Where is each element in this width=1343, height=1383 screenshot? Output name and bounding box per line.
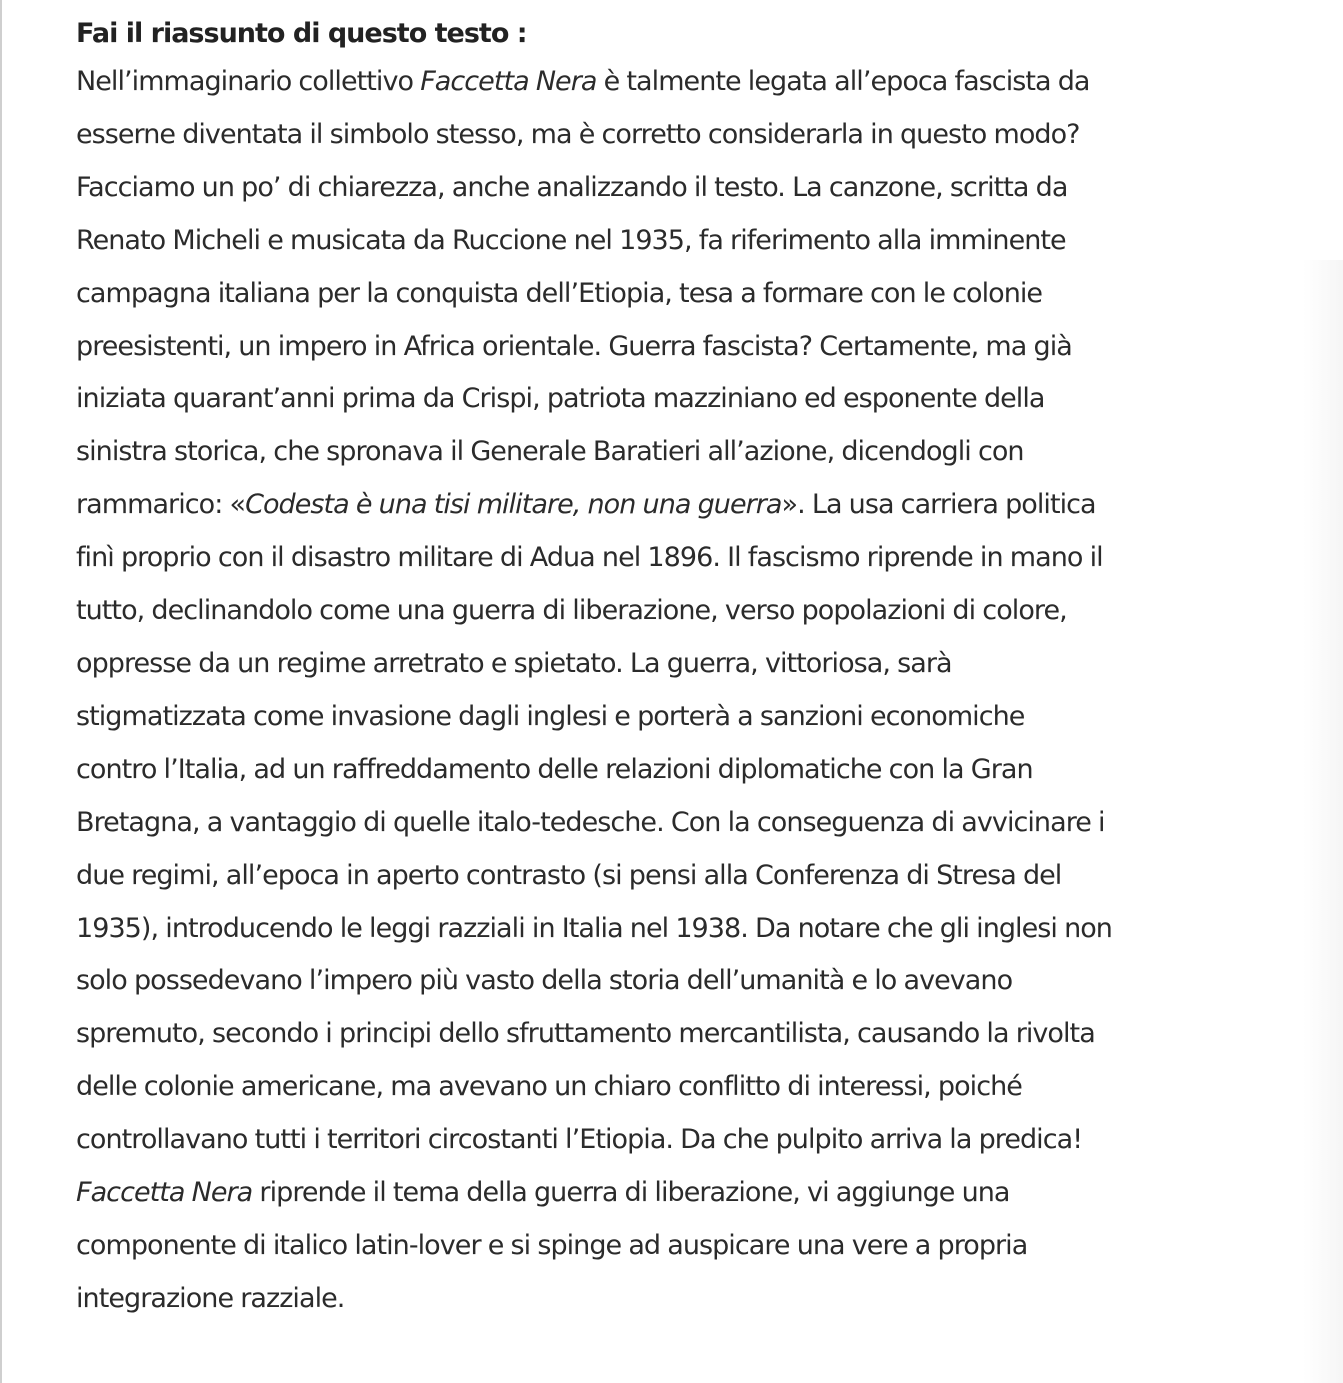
text-segment: 1935), introducendo le leggi razziali in Italia nel 1938. Da notare che gli inglesi non [76,912,1112,944]
text-segment: finì proprio con il disastro militare di Adua nel 1896. Il fascismo riprende in mano il [76,542,1103,574]
text-line [76,1167,1326,1220]
text-line [76,903,1326,956]
text-line [76,1273,1326,1326]
text-segment: integrazione razziale. [76,1282,345,1314]
text-line [76,321,1326,374]
left-border [0,0,2,1383]
text-line [76,56,1326,109]
text-line [76,268,1326,321]
text-segment: delle colonie americane, ma avevano un chiaro conflitto di interessi, poiché [76,1071,1022,1103]
text-segment: preesistenti, un impero in Africa orientale. Guerra fascista? Certamente, ma già [76,330,1072,362]
italic-text-segment: Faccetta Nera [76,1177,253,1209]
text-line [76,479,1326,532]
text-segment: è talmente legata all’epoca fascista da [596,66,1090,97]
text-segment: esserne diventata il simbolo stesso, ma è corretto considerarla in questo modo? [76,118,1080,150]
text-line [76,585,1326,638]
text-segment: Facciamo un po’ di chiarezza, anche analizzando il testo. La canzone, scritta da [76,171,1068,203]
text-line [76,691,1326,744]
text-line [76,1008,1326,1061]
text-segment: contro l’Italia, ad un raffreddamento delle relazioni diplomatiche con la Gran [76,753,1033,785]
italic-text-segment: Codesta è una tisi militare, non una guerra [245,489,782,521]
text-line [76,109,1326,162]
text-line [76,215,1326,268]
text-segment: Renato Micheli e musicata da Ruccione nel 1935, fa riferimento alla imminente [76,224,1066,256]
text-segment: tutto, declinandolo come una guerra di liberazione, verso popolazioni di colore, [76,595,1067,627]
text-line [76,638,1326,691]
italic-text-segment: Faccetta Nera [420,66,597,97]
text-line [76,1220,1326,1273]
text-line [76,1114,1326,1167]
text-line [76,162,1326,215]
text-segment: spremuto, secondo i principi dello sfruttamento mercantilista, causando la rivolta [76,1018,1095,1050]
text-segment: sinistra storica, che spronava il Generale Baratieri all’azione, dicendogli con [76,436,1024,468]
text-segment: controllavano tutti i territori circostanti l’Etiopia. Da che pulpito arriva la predica! [76,1124,1083,1156]
text-line [76,373,1326,426]
text-segment: ». La usa carriera politica [781,489,1096,521]
message-bubble [76,12,1326,1326]
text-segment: componente di italico latin-lover e si spinge ad auspicare una vere a propria [76,1229,1028,1261]
text-segment: Bretagna, a vantaggio di quelle italo-tedesche. Con la conseguenza di avvicinare i [76,806,1105,838]
text-line [76,1061,1326,1114]
text-line [76,426,1326,479]
text-line [76,955,1326,1008]
text-line [76,797,1326,850]
text-segment: Nell’immaginario collettivo [76,66,421,97]
text-line [76,850,1326,903]
prompt-body [76,56,1326,1326]
text-line [76,532,1326,585]
text-segment: stigmatizzata come invasione dagli inglesi e porterà a sanzioni economiche [76,700,1025,732]
text-line [76,744,1326,797]
prompt-title: Fai il riassunto di questo testo : [76,18,527,49]
text-segment: riprende il tema della guerra di liberazione, vi aggiunge una [252,1177,1010,1209]
text-segment: oppresse da un regime arretrato e spietato. La guerra, vittoriosa, sarà [76,647,952,679]
text-segment: solo possedevano l’impero più vasto della storia dell’umanità e lo avevano [76,965,1013,997]
text-segment: rammarico: « [76,489,246,521]
text-segment: due regimi, all’epoca in aperto contrasto (si pensi alla Conferenza di Stresa del [76,859,1062,891]
text-segment: iniziata quarant’anni prima da Crispi, patriota mazziniano ed esponente della [76,383,1045,415]
text-segment: campagna italiana per la conquista dell’Etiopia, tesa a formare con le colonie [76,277,1043,309]
